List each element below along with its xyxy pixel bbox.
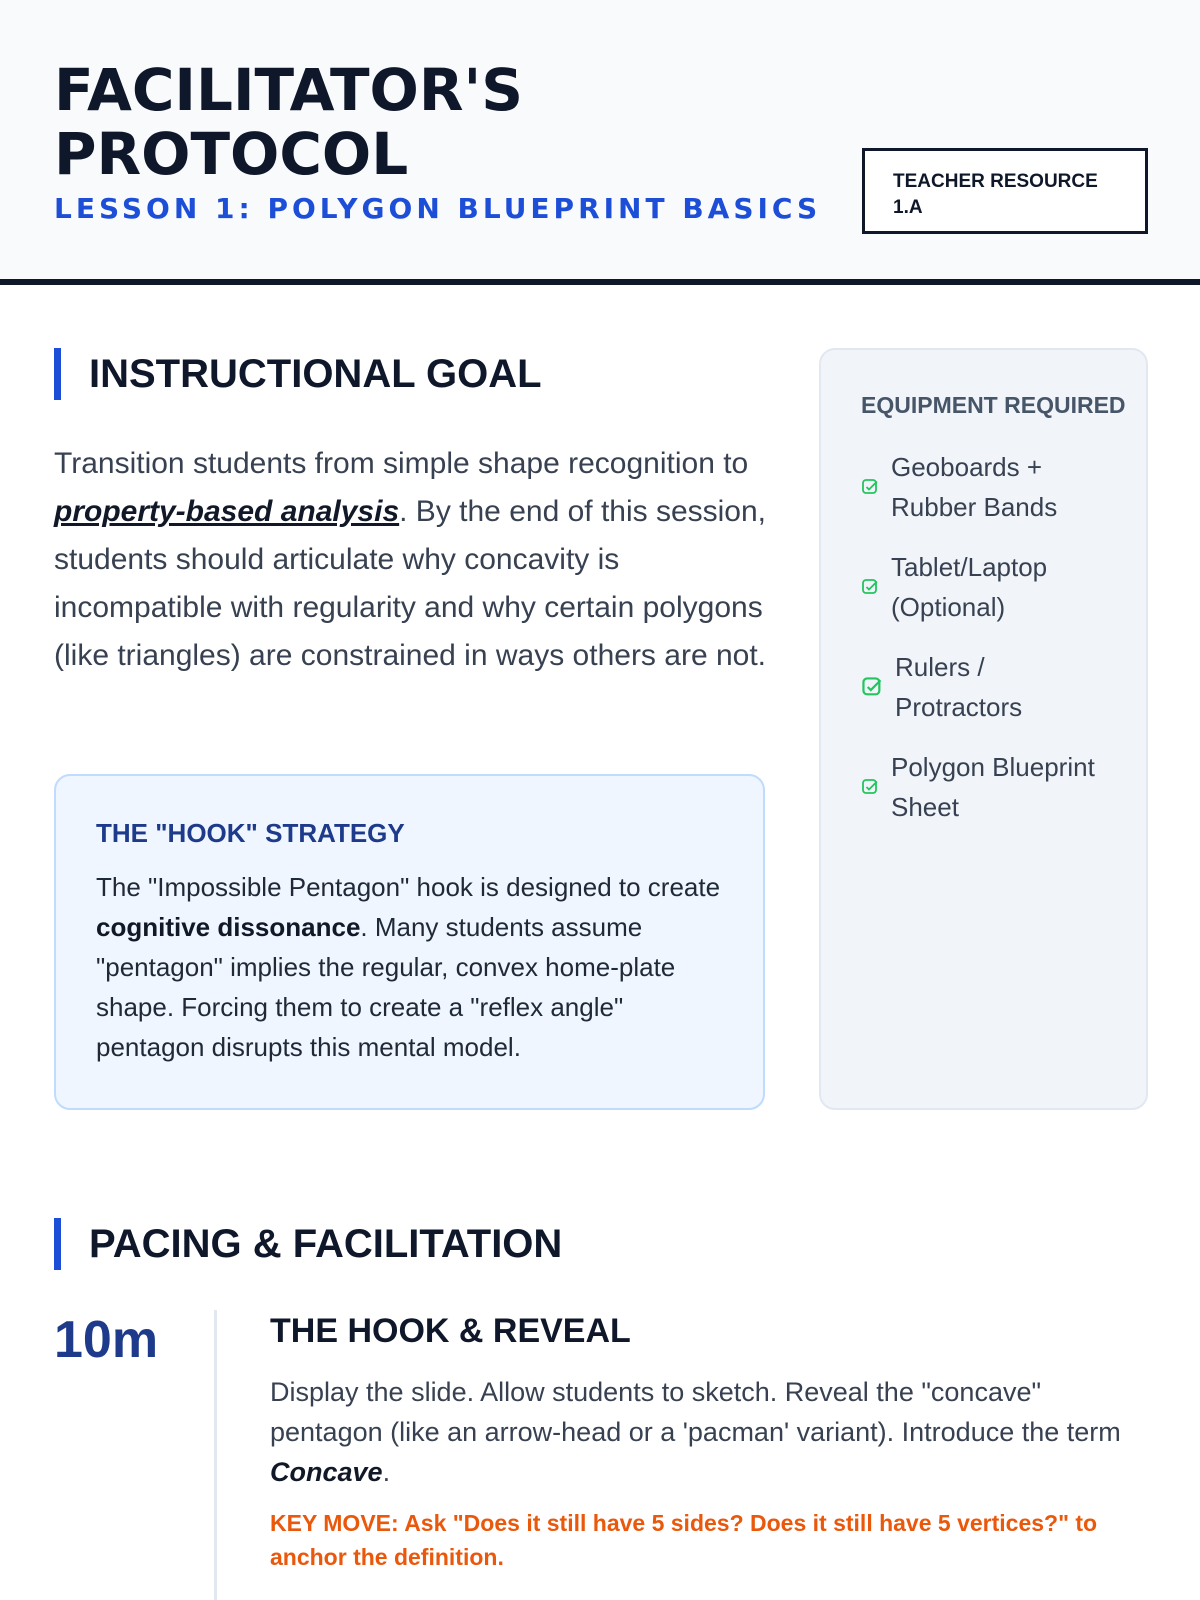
- lesson-subtitle: LESSON 1: POLYGON BLUEPRINT BASICS: [54, 192, 822, 225]
- equipment-label: Geoboards + Rubber Bands: [891, 452, 1058, 522]
- resource-badge: [862, 148, 1148, 234]
- key-move-note: KEY MOVE: Ask "Does it still have 5 sides? Does it still have 5 vertices?" to anchor the definition.: [270, 1510, 1098, 1570]
- instructional-goal-text: [54, 440, 774, 680]
- title-line-1: FACILITATOR'S: [54, 56, 524, 124]
- goal-emphasis: property-based analysis: [54, 495, 400, 528]
- equipment-title: EQUIPMENT REQUIRED: [861, 392, 1126, 418]
- goal-text-start: Transition students from simple shape recognition to: [54, 447, 749, 480]
- equipment-item: [861, 647, 1126, 727]
- step-text-end: .: [382, 1457, 391, 1487]
- step-description: [270, 1372, 1130, 1492]
- title-line-2: PROTOCOL: [54, 120, 409, 188]
- page-title: [54, 58, 774, 186]
- step-title: THE HOOK & REVEAL: [270, 1312, 631, 1350]
- equipment-item: [861, 447, 1126, 527]
- hook-text-start: The "Impossible Pentagon" hook is designed to create: [96, 872, 721, 902]
- check-square-icon: [861, 676, 883, 698]
- check-square-icon: [861, 578, 879, 596]
- hook-strategy-title: THE "HOOK" STRATEGY: [96, 818, 405, 848]
- equipment-panel: [819, 348, 1148, 1110]
- hook-strategy-text: [96, 867, 723, 1067]
- document-header: [0, 0, 1200, 285]
- hook-strategy-callout: [54, 774, 765, 1110]
- goal-text-end: . By the end of this session, students should articulate why concavity is incompatible with regularity and why certain polygons (like triangles) are constrained in ways others are not.: [54, 495, 767, 672]
- equipment-label: Polygon Blueprint Sheet: [891, 752, 1095, 822]
- equipment-item: [861, 547, 1126, 627]
- check-square-icon: [861, 478, 879, 496]
- badge-line-2: 1.A: [893, 197, 923, 218]
- badge-line-1: TEACHER RESOURCE: [893, 171, 1098, 192]
- check-square-icon: [861, 778, 879, 796]
- step-text-start: Display the slide. Allow students to sketch. Reveal the "concave" pentagon (like an arrow-head or a 'pacman' variant). Introduce the term: [270, 1377, 1121, 1447]
- hook-bold-term: cognitive dissonance: [96, 912, 361, 942]
- step-emphasis: Concave: [270, 1457, 383, 1487]
- step-duration: 10m: [54, 1311, 159, 1369]
- equipment-list: [861, 447, 1126, 827]
- equipment-label: Rulers / Protractors: [895, 652, 1023, 722]
- equipment-label: Tablet/Laptop (Optional): [891, 552, 1048, 622]
- hook-text-end: . Many students assume "pentagon" implies the regular, convex home-plate shape. Forcing them to create a "reflex angle" pentagon disrupts this mental model.: [96, 912, 676, 1062]
- pacing-heading: PACING & FACILITATION: [54, 1218, 562, 1270]
- timeline-divider: [214, 1310, 217, 1600]
- equipment-item: [861, 747, 1126, 827]
- instructional-goal-heading: INSTRUCTIONAL GOAL: [54, 348, 542, 400]
